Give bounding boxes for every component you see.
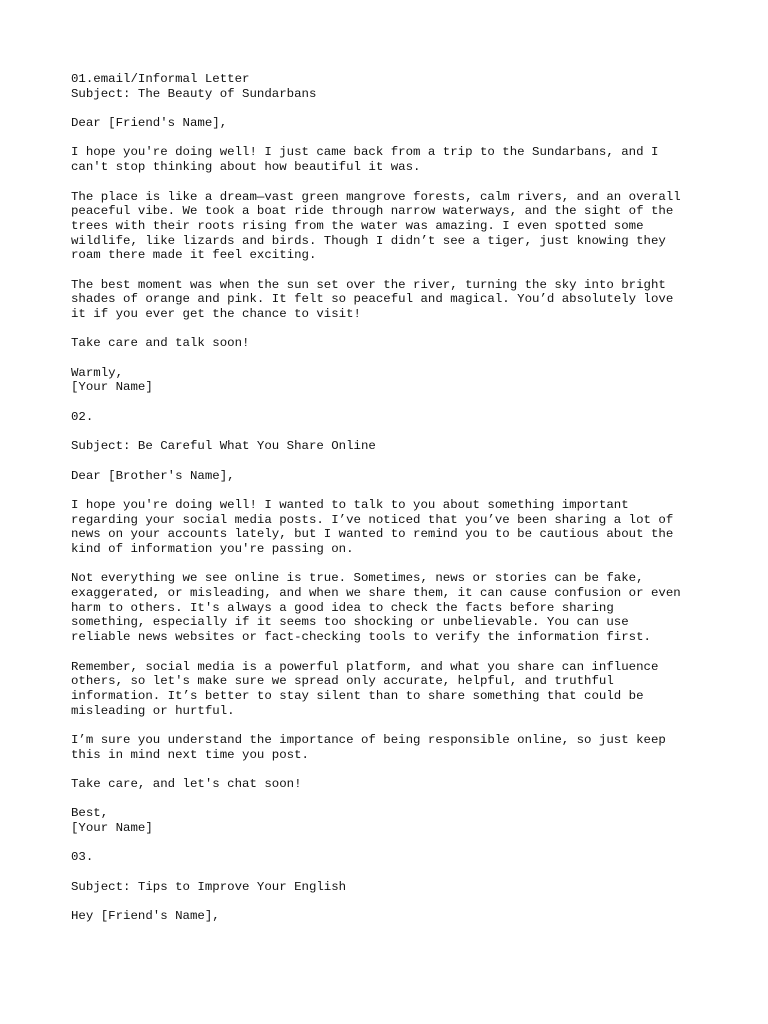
paragraph-gap (71, 263, 711, 278)
paragraph-line: exaggerated, or misleading, and when we share them, it can cause confusion or even (71, 586, 681, 601)
paragraph-line: Take care and talk soon! (71, 336, 250, 351)
paragraph-line: regarding your social media posts. I’ve noticed that you’ve been sharing a lot of (71, 512, 674, 527)
paragraph-line: Not everything we see online is true. Sometimes, news or stories can be fake, (71, 571, 644, 586)
paragraph-line: kind of information you're passing on. (71, 542, 354, 556)
letter-greeting: Dear [Brother's Name], (71, 468, 235, 483)
paragraph-line: I hope you're doing well! I wanted to talk to you about something important (71, 497, 629, 512)
paragraph-line: can't stop thinking about how beautiful it was. (71, 160, 421, 175)
paragraph-gap (71, 836, 711, 851)
paragraph-line: something, especially if it seems too shocking or unbelievable. You can use (71, 615, 629, 630)
paragraph-line: roam there made it feel exciting. (71, 248, 317, 263)
document-body (71, 72, 711, 924)
paragraph-gap (71, 895, 711, 910)
paragraph-line: this in mind next time you post. (71, 747, 309, 762)
paragraph-gap (71, 425, 711, 440)
letter-number: 02. (71, 409, 94, 424)
letter-subject: Subject: Tips to Improve Your English (71, 879, 347, 894)
document-heading: 01.email/Informal Letter (71, 72, 250, 86)
paragraph-line: Take care, and let's chat soon! (71, 777, 302, 791)
paragraph-line: it if you ever get the chance to visit! (71, 307, 361, 321)
paragraph-line: The best moment was when the sun set over the river, turning the sky into bright (71, 277, 666, 292)
paragraph-gap (71, 454, 711, 469)
paragraph-line: harm to others. It's always a good idea to check the facts before sharing (71, 600, 614, 615)
paragraph-line: trees with their roots rising from the water was amazing. I even spotted some (71, 218, 644, 233)
paragraph-gap (71, 762, 711, 777)
paragraph-gap (71, 101, 711, 116)
paragraph-gap (71, 322, 711, 337)
paragraph-line: news on your accounts lately, but I wanted to remind you to be cautious about the (71, 527, 674, 542)
paragraph-gap (71, 557, 711, 572)
paragraph-line: Remember, social media is a powerful platform, and what you share can influence (71, 659, 659, 674)
paragraph-gap (71, 645, 711, 660)
letter-subject: Subject: Be Careful What You Share Online (71, 439, 376, 454)
paragraph-line: The place is like a dream—vast green mangrove forests, calm rivers, and an overall (71, 189, 681, 204)
paragraph-line: peaceful vibe. We took a boat ride through narrow waterways, and the sight of the (71, 204, 674, 219)
paragraph-gap (71, 792, 711, 807)
paragraph-line: I hope you're doing well! I just came back from a trip to the Sundarbans, and I (71, 145, 659, 160)
letter-subject: Subject: The Beauty of Sundarbans (71, 86, 317, 101)
paragraph-line: I’m sure you understand the importance of being responsible online, so just keep (71, 732, 666, 747)
paragraph-gap (71, 395, 711, 410)
paragraph-line: wildlife, like lizards and birds. Though I didn’t see a tiger, just knowing they (71, 233, 666, 248)
letter-greeting: Dear [Friend's Name], (71, 116, 228, 131)
letter-number: 03. (71, 850, 94, 865)
paragraph-gap (71, 483, 711, 498)
paragraph-gap (71, 131, 711, 146)
letter-closing: Best, (71, 806, 109, 821)
letter-greeting: Hey [Friend's Name], (71, 909, 220, 924)
paragraph-gap (71, 718, 711, 733)
paragraph-line: information. It’s better to stay silent than to share something that could be (71, 688, 644, 703)
letter-signature: [Your Name] (71, 380, 153, 395)
paragraph-gap (71, 865, 711, 880)
paragraph-line: misleading or hurtful. (71, 703, 235, 718)
letter-signature: [Your Name] (71, 821, 153, 836)
paragraph-line: shades of orange and pink. It felt so peaceful and magical. You’d absolutely love (71, 292, 674, 307)
paragraph-line: reliable news websites or fact-checking tools to verify the information first. (71, 630, 651, 645)
paragraph-gap (71, 351, 711, 366)
paragraph-gap (71, 175, 711, 190)
letter-closing: Warmly, (71, 365, 124, 380)
paragraph-line: others, so let's make sure we spread only accurate, helpful, and truthful (71, 674, 614, 689)
